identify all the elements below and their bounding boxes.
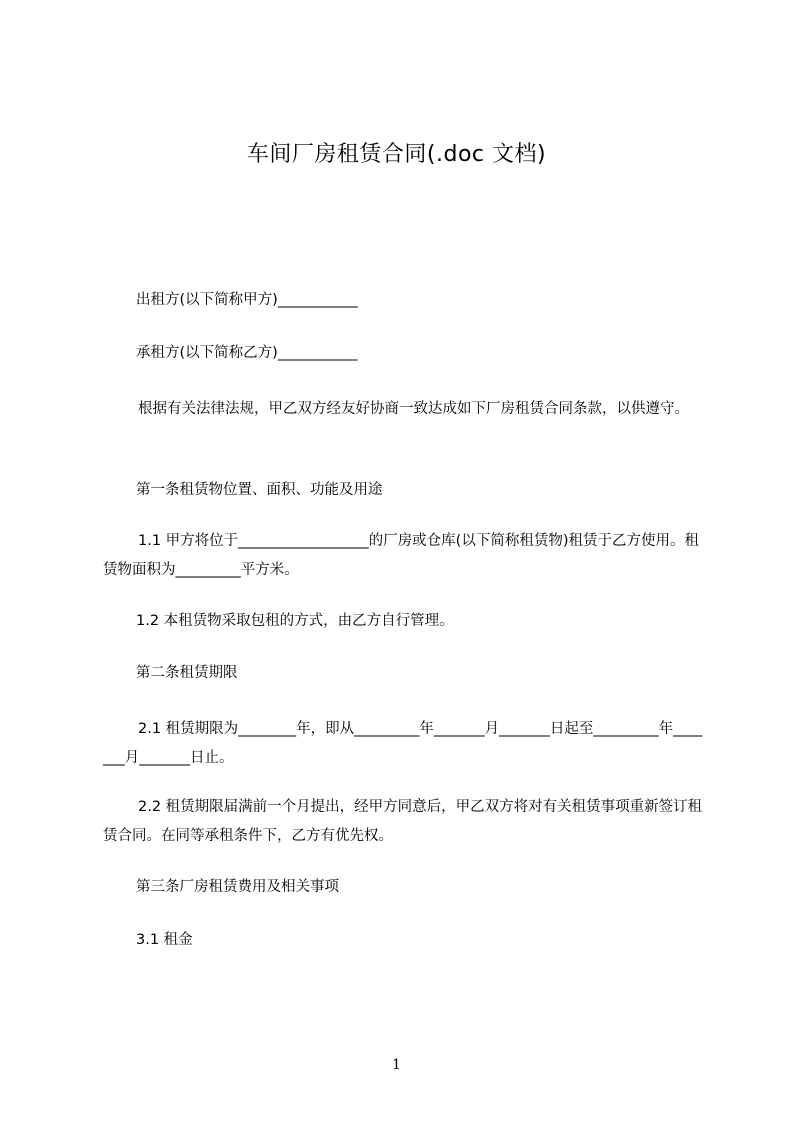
clause-2-1: 2.1 租赁期限为________年，即从_________年_______月_______日起至_________年_______月_______日止。 [103,721,703,766]
clause-1-1: 1.1 甲方将位于__________________的厂房或仓库(以下简称租赁物)租赁于乙方使用。租赁物面积为_________平方米。 [103,533,699,578]
lessor-line: 出租方(以下简称甲方)___________ [136,292,358,308]
article-1-heading: 第一条租赁物位置、面积、功能及用途 [136,482,383,498]
document-title: 车间厂房租赁合同(.doc 文档) [246,142,547,167]
article-2-heading: 第二条租赁期限 [136,665,238,681]
lessee-line: 承租方(以下简称乙方)___________ [136,345,358,361]
clause-2-2: 2.2 租赁期限届满前一个月提出，经甲方同意后，甲乙双方将对有关租赁事项重新签订租赁合同。在同等承租条件下，乙方有优先权。 [103,799,703,844]
article-3-heading: 第三条厂房租赁费用及相关事项 [136,879,339,895]
clause-1-2: 1.2 本租赁物采取包租的方式，由乙方自行管理。 [136,613,454,629]
preamble-paragraph: 根据有关法律法规，甲乙双方经友好协商一致达成如下厂房租赁合同条款，以供遵守。 [138,401,689,417]
clause-3-1: 3.1 租金 [136,932,193,948]
page-number: 1 [392,1057,401,1073]
